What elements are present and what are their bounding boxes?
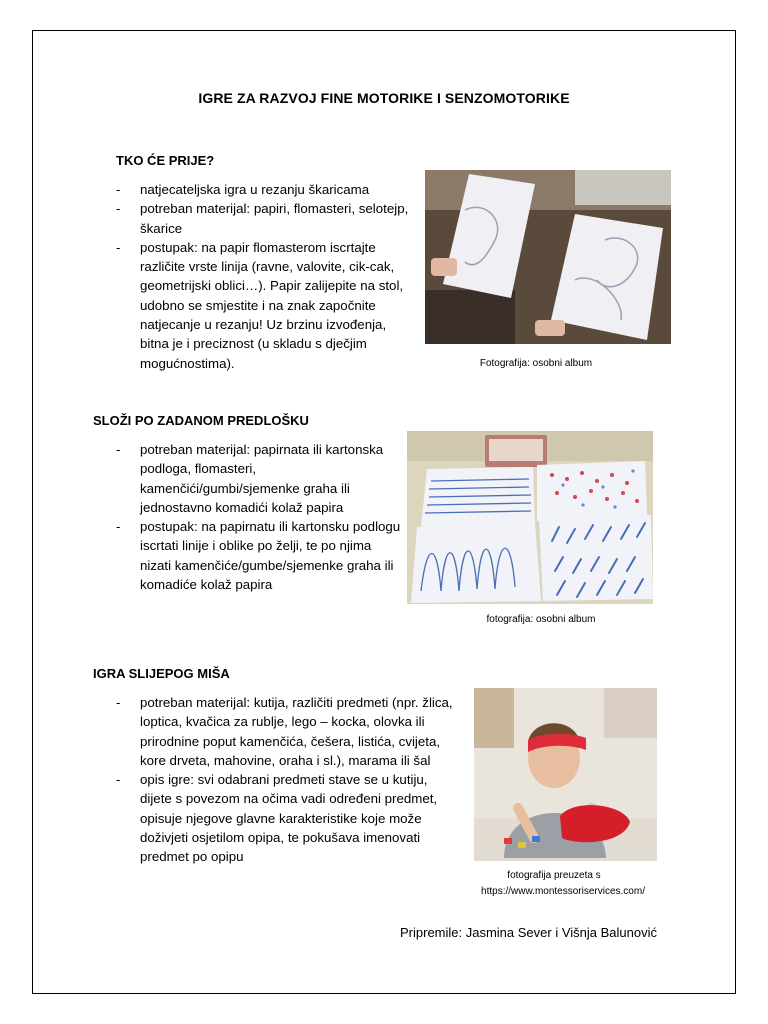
signature: Pripremile: Jasmina Sever i Višnja Balunović [400,925,657,940]
list-item: - opis igre: svi odabrani predmeti stave se u kutiju, dijete s povezom na očima vadi određeni predmet, opisuje njegove glavne karakteristike koje može doživjeti osjetilom opipa, te pokušava imenovati predmet po opipu [116,770,456,866]
photo-cutting-game [425,170,671,344]
list-item: - potreban materijal: papiri, flomasteri, selotejp, škarice [116,199,416,238]
section-heading-slozi-po-predlosku: SLOŽI PO ZADANOM PREDLOŠKU [93,413,309,428]
section-heading-tko-ce-prije: TKO ĆE PRIJE? [116,153,215,168]
photo-caption-line1: fotografija preuzeta s [507,870,601,881]
photo-caption: Fotografija: osobni album [479,358,593,369]
list-item: - postupak: na papir flomasterom iscrtajte različite vrste linija (ravne, valovite, cik-cak, geometrijski oblici…). Papir zalijepite na stol, udobno se smjestite i na znak započnite natjecanje u rezanju! Uz brzinu izvođenja, bitna je i preciznost (u skladu s dječjim mogućnostima). [116,238,416,373]
section-heading-igra-slijepog-misa: IGRA SLIJEPOG MIŠA [93,666,230,681]
section-2-bullet-list [116,440,401,594]
section-1-bullet-list [116,180,416,373]
photo-caption: fotografija: osobni album [486,614,596,625]
photo-template-game [407,431,653,604]
section-3-bullet-list [116,693,456,867]
document-title: IGRE ZA RAZVOJ FINE MOTORIKE I SENZOMOTORIKE [198,90,570,106]
list-item: - potreban materijal: papirnata ili kartonska podloga, flomasteri, kamenčići/gumbi/sjemenke graha ili jednostavno komadići kolaž papira [116,440,401,517]
list-item: - postupak: na papirnatu ili kartonsku podlogu iscrtati linije i oblike po želji, te po njima nizati kamenčiće/gumbe/sjemenke graha ili komadiće kolaž papira [116,517,401,594]
list-item: - natjecateljska igra u rezanju škaricama [116,180,416,199]
photo-blindfold-game [474,688,657,861]
photo-caption-url: https://www.montessoriservices.com/ [481,886,645,897]
list-item: - potreban materijal: kutija, različiti predmeti (npr. žlica, loptica, kvačica za rublje, lego – kocka, olovka ili prirodnine poput kamenčića, češera, listića, cvijeta, kore drveta, mahovine, oraha i sl.), marama ili šal [116,693,456,770]
